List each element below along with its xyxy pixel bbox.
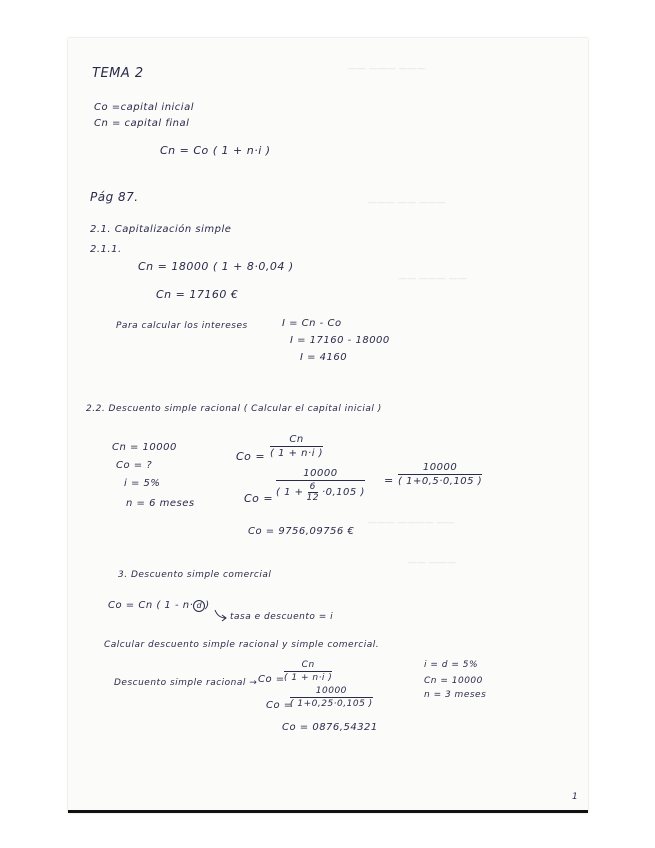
s4-fraction-2-num: 10000 (315, 686, 347, 696)
s22-f2-inner-num: 6 (309, 482, 316, 492)
notebook-page: —— ——— ——— ——— —— ——— —— ——— —— ——— ———— —— —— ——— TEMA 2 Co =capital inicial Cn = capital final Cn = Co ( 1 + n·i ) Pág 87. 2.1. Capitalización simple 2.1.1. Cn = 18000 ( 1 + 8·0,04 ) Cn = 17160 € Para calcular los intereses I = Cn - Co I = 17160 - 18000 I = 4160 2.2. Descuento simple racional ( Calcular el capital inicial ) Cn = 10000 Co = ? i = 5% n = 6 meses Co = Cn ( 1 + n·i ) Co = 10000 ( 1 + 6 12 ·0,105 ) = 10000 ( 1+0,5·0,105 ) Co = 9756,09756 € 3. Descuento simple comercial Co = Cn ( 1 - n· d ) tasa e descuento = i Calcular descuento simple racional y simple comercial. Descuento simple racional → Co = Cn ( 1 + n·i ) Co = 10000 ( 1+0,25·0,105 ) Co = 0876,54321 i = d = 5% Cn = 10000 n = 3 meses 1 (68, 38, 588, 813)
s22-fraction-3-num: 10000 (422, 462, 458, 473)
section-3-title: 3. Descuento simple comercial (118, 570, 272, 580)
s4-label: Descuento simple racional → (114, 678, 258, 688)
s4-intro: Calcular descuento simple racional y simple comercial. (104, 640, 380, 650)
s22-fraction-1-num: Cn (289, 434, 304, 445)
s22-fraction-1-den: ( 1 + n·i ) (270, 448, 324, 459)
s4-given-n: n = 3 meses (424, 690, 487, 700)
s4-fraction-1-num: Cn (301, 660, 315, 670)
s21-result-line: Cn = 17160 € (156, 288, 239, 301)
s22-f2-den-close: ·0,105 ) (321, 487, 365, 498)
s22-given-cn: Cn = 10000 (112, 442, 177, 453)
s22-fraction-3-den: ( 1+0,5·0,105 ) (398, 476, 483, 487)
s3-annotation: tasa e descuento = i (230, 612, 334, 622)
s3-formula-end: ) (205, 600, 210, 611)
s22-co-label-2: Co = (244, 492, 274, 505)
s3-circled-d: d (193, 600, 205, 612)
s22-co-label-1: Co = (236, 450, 266, 463)
s4-result: Co = 0876,54321 (282, 722, 378, 733)
s4-fraction-1-den: ( 1 + n·i ) (284, 673, 333, 683)
s4-fraction-2 (290, 686, 373, 709)
heading: TEMA 2 (92, 66, 144, 81)
s4-given-id: i = d = 5% (424, 660, 479, 670)
definition-co: Co =capital inicial (94, 102, 194, 113)
s21-formula-line: Cn = 18000 ( 1 + 8·0,04 ) (138, 260, 294, 273)
base-formula: Cn = Co ( 1 + n·i ) (160, 144, 271, 157)
s22-f2-inner-den: 12 (306, 493, 319, 503)
page-number: 1 (572, 792, 579, 802)
section-2-2-title: 2.2. Descuento simple racional ( Calcular el capital inicial ) (86, 404, 382, 414)
s22-f2-den-open: ( 1 + (276, 487, 304, 498)
section-2-1-1-label: 2.1.1. (90, 244, 122, 255)
s4-given-cn: Cn = 10000 (424, 676, 483, 686)
section-2-1-title: 2.1. Capitalización simple (90, 224, 232, 235)
s21-interest-calc: I = 17160 - 18000 (290, 335, 390, 346)
s22-result: Co = 9756,09756 € (248, 526, 355, 537)
s21-interest-note: Para calcular los intereses (116, 321, 248, 331)
s4-fraction-2-den: ( 1+0,25·0,105 ) (290, 699, 373, 709)
s4-fraction-1 (284, 660, 332, 683)
s22-fraction-2-num: 10000 (303, 468, 338, 479)
definition-cn: Cn = capital final (94, 118, 190, 129)
s4-co-label-2: Co = (266, 700, 293, 711)
s3-formula-start: Co = Cn ( 1 - n· (108, 600, 194, 611)
s21-interest-formula: I = Cn - Co (282, 318, 342, 329)
s22-given-co: Co = ? (116, 460, 153, 471)
s21-interest-result: I = 4160 (300, 352, 348, 363)
page-reference: Pág 87. (90, 190, 139, 204)
s22-equals: = (384, 474, 394, 487)
s22-given-i: i = 5% (124, 478, 161, 489)
s22-given-n: n = 6 meses (126, 498, 195, 509)
s4-co-label-1: Co = (258, 674, 285, 685)
